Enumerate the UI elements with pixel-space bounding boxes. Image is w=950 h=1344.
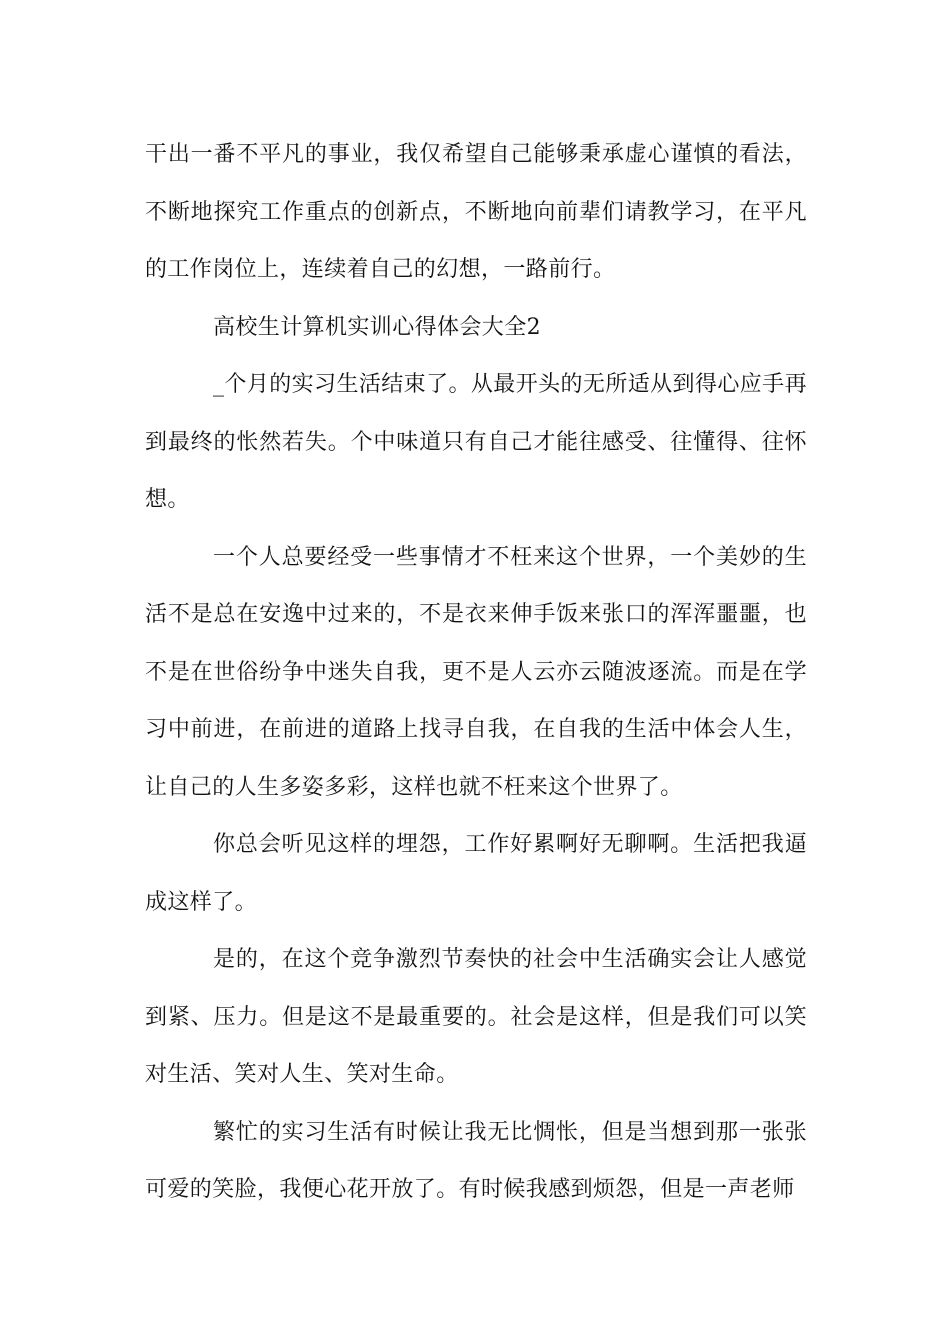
paragraph: 繁忙的实习生活有时候让我无比惆怅，但是当想到那一张张可爱的笑脸，我便心花开放了。有时候我感到烦怨，但是一声老师 — [145, 1119, 807, 1202]
paragraph-continuation: 干出一番不平凡的事业，我仅希望自己能够秉承虚心谨慎的看法，不断地探究工作重点的创新点，不断地向前辈们请教学习，在平凡的工作岗位上，连续着自己的幻想，一路前行。 — [145, 142, 807, 282]
paragraph: 是的，在这个竞争激烈节奏快的社会中生活确实会让人感觉到紧、压力。但是这不是最重要的。社会是这样，但是我们可以笑对生活、笑对人生、笑对生命。 — [145, 947, 807, 1087]
section-heading: 高校生计算机实训心得体会大全2 — [213, 314, 541, 340]
paragraph: 一个人总要经受一些事情才不枉来这个世界，一个美妙的生活不是总在安逸中过来的，不是衣来伸手饭来张口的浑浑噩噩，也不是在世俗纷争中迷失自我，更不是人云亦云随波逐流。而是在学习中前进，在前进的道路上找寻自我，在自我的生活中体会人生，让自己的人生多姿多彩，这样也就不枉来这个世界了。 — [145, 544, 807, 800]
document-body — [145, 126, 807, 1219]
paragraph: _个月的实习生活结束了。从最开头的无所适从到得心应手再到最终的怅然若失。个中味道只有自己才能往感受、往懂得、往怀想。 — [145, 372, 807, 512]
paragraph: 你总会听见这样的埋怨，工作好累啊好无聊啊。生活把我逼成这样了。 — [145, 832, 807, 915]
